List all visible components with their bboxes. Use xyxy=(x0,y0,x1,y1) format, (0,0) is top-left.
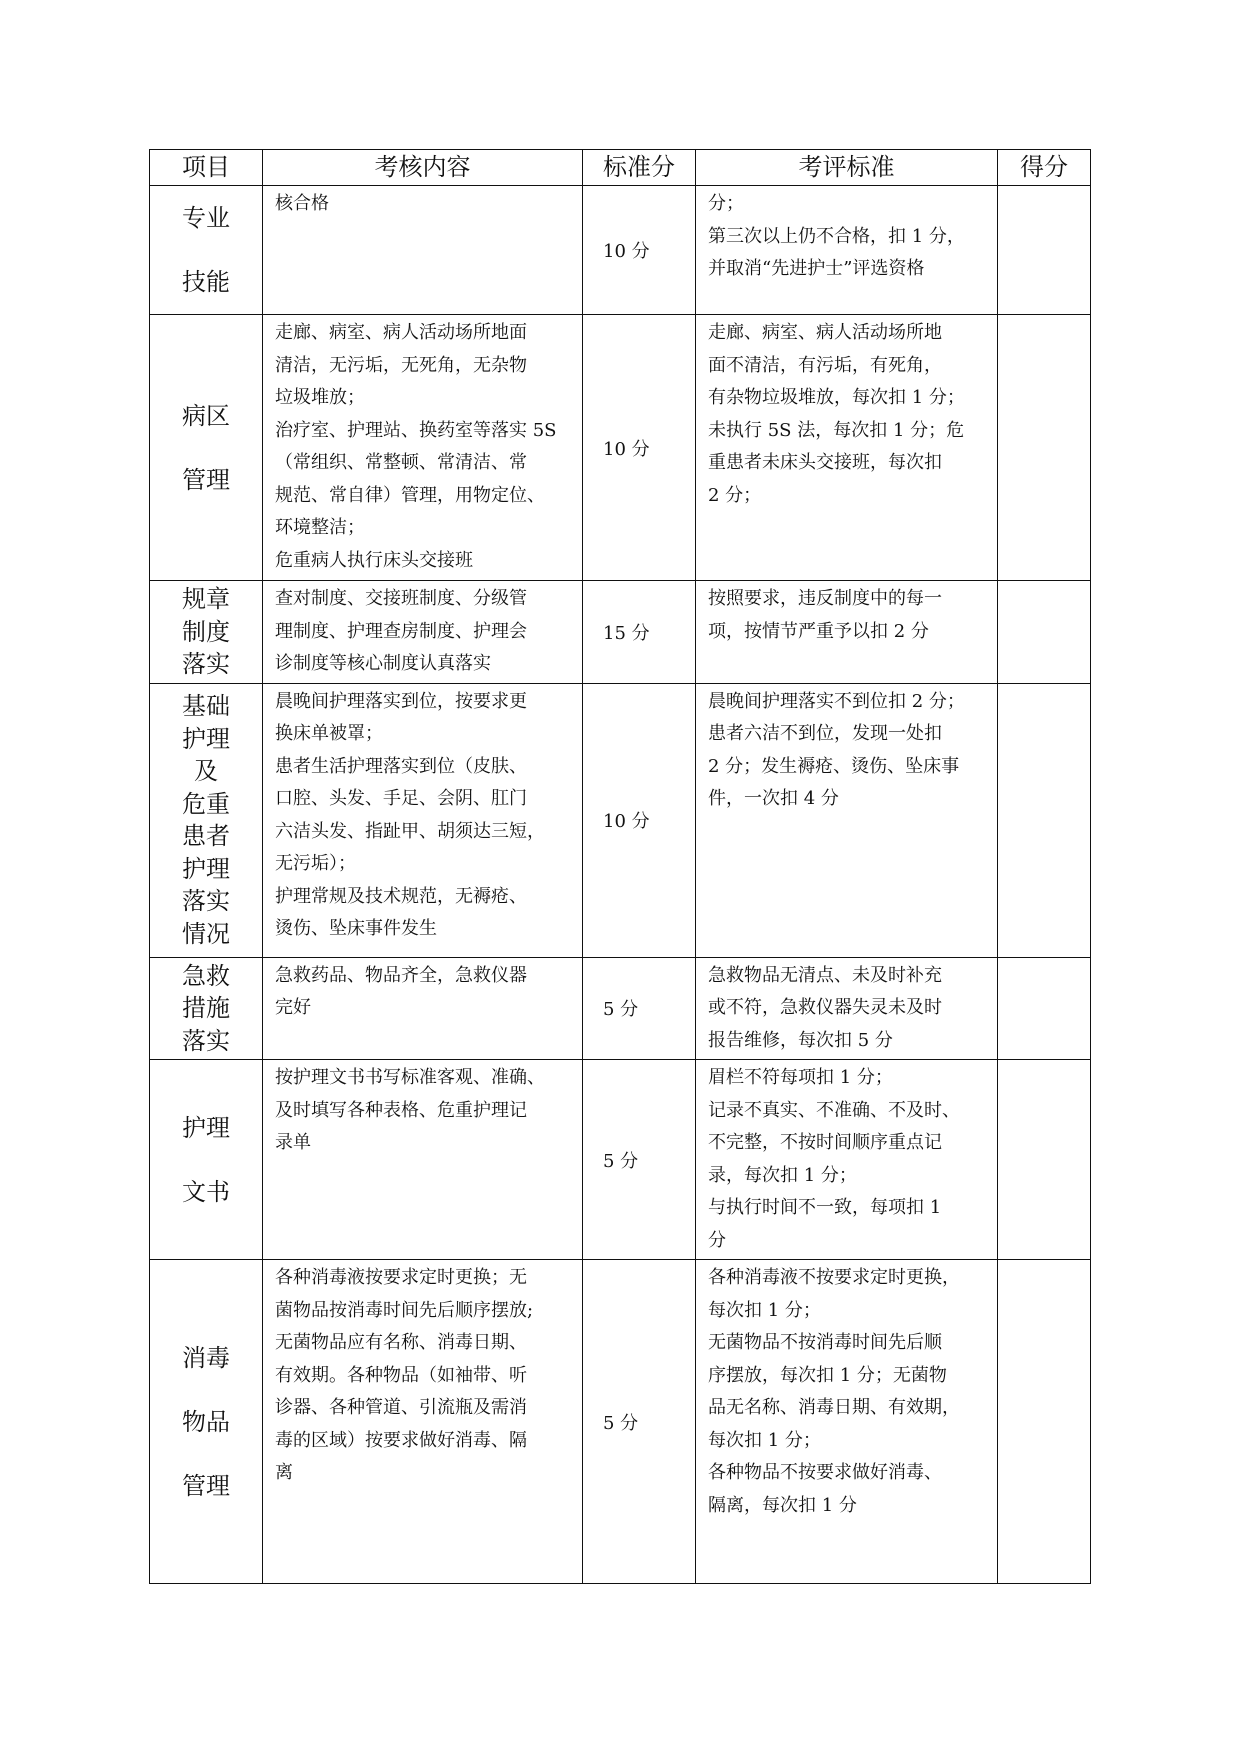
criteria-line: 走廊、病室、病人活动场所地 xyxy=(708,322,942,343)
standard-score-value: 10 分 xyxy=(603,438,650,460)
content-line: 查对制度、交接班制度、分级管 xyxy=(275,588,527,609)
content-line: 菌物品按消毒时间先后顺序摆放; xyxy=(275,1299,534,1321)
table-row xyxy=(150,315,1091,581)
criteria-line: 每次扣 1 分； xyxy=(708,1429,821,1451)
standard-score-cell xyxy=(583,957,696,1060)
criteria-line: 与执行时间不一致，每项扣 1 xyxy=(708,1197,942,1218)
project-label-line: 及 xyxy=(194,757,218,785)
content-cell xyxy=(263,186,583,315)
criteria-line: 2 分；发生褥疮、烫伤、坠床事 xyxy=(708,755,960,777)
project-cell xyxy=(150,315,263,581)
standard-score-cell xyxy=(583,683,696,957)
project-cell xyxy=(150,1060,263,1260)
content-line: 环境整洁； xyxy=(275,517,365,538)
criteria-line: 各种消毒液不按要求定时更换， xyxy=(708,1267,960,1288)
content-line: 无污垢）； xyxy=(275,853,356,874)
criteria-line: 眉栏不符每项扣 1 分； xyxy=(708,1067,893,1088)
project-label-line: 消毒 xyxy=(182,1343,230,1372)
header-standard-score: 标准分 xyxy=(583,150,696,186)
project-label-line: 护理 xyxy=(182,854,230,883)
standard-score-value: 10 分 xyxy=(603,811,650,832)
content-line: 六洁头发、指趾甲、胡须达三短， xyxy=(275,820,545,842)
criteria-cell xyxy=(696,1260,998,1584)
content-cell xyxy=(263,315,583,581)
criteria-cell xyxy=(696,957,998,1060)
points-cell[interactable] xyxy=(998,315,1091,581)
project-label-line: 文书 xyxy=(182,1177,230,1206)
project-cell xyxy=(150,186,263,315)
content-cell xyxy=(263,957,583,1060)
project-label-line: 落实 xyxy=(182,887,230,915)
content-line: 烫伤、坠床事件发生 xyxy=(275,918,437,939)
project-label-line: 技能 xyxy=(182,268,230,296)
header-criteria: 考评标准 xyxy=(696,150,998,186)
criteria-cell xyxy=(696,683,998,957)
content-line: 急救药品、物品齐全，急救仪器 xyxy=(275,964,527,986)
criteria-line: 或不符，急救仪器失灵未及时 xyxy=(708,997,942,1018)
standard-score-cell xyxy=(583,315,696,581)
content-line: 离 xyxy=(275,1462,293,1483)
table-row xyxy=(150,1260,1091,1584)
points-cell[interactable] xyxy=(998,957,1091,1060)
standard-score-cell xyxy=(583,1260,696,1584)
header-points: 得分 xyxy=(998,150,1091,186)
standard-score-value: 10 分 xyxy=(603,241,650,262)
project-label-line: 护理 xyxy=(182,724,230,753)
content-line: 晨晚间护理落实到位，按要求更 xyxy=(275,690,527,712)
table-header-row xyxy=(150,150,1091,186)
content-line: 垃圾堆放； xyxy=(275,387,365,408)
content-line: 规范、常自律）管理，用物定位、 xyxy=(275,484,545,506)
points-cell[interactable] xyxy=(998,683,1091,957)
criteria-line: 第三次以上仍不合格，扣 1 分， xyxy=(708,225,965,247)
criteria-line: 不完整，不按时间顺序重点记 xyxy=(708,1132,942,1153)
project-label-line: 急救 xyxy=(182,961,230,990)
criteria-line: 未执行 5S 法，每次扣 1 分；危 xyxy=(708,419,965,441)
content-line: 走廊、病室、病人活动场所地面 xyxy=(275,322,527,343)
project-label-line: 制度 xyxy=(182,617,230,646)
standard-score-cell xyxy=(583,186,696,315)
content-line: 诊器、各种管道、引流瓶及需消 xyxy=(275,1397,527,1418)
criteria-line: 件，一次扣 4 分 xyxy=(708,788,839,809)
criteria-line: 隔离，每次扣 1 分 xyxy=(708,1494,857,1516)
content-line: 口腔、头发、手足、会阴、肛门 xyxy=(275,788,527,809)
criteria-line: 患者六洁不到位，发现一处扣 xyxy=(708,723,942,744)
project-cell xyxy=(150,957,263,1060)
header-project: 项目 xyxy=(150,150,263,186)
points-cell[interactable] xyxy=(998,1060,1091,1260)
project-cell xyxy=(150,1260,263,1584)
table-row xyxy=(150,1060,1091,1260)
criteria-line: 项，按情节严重予以扣 2 分 xyxy=(708,620,929,642)
content-line: 按护理文书书写标准客观、准确、 xyxy=(275,1067,545,1088)
header-content: 考核内容 xyxy=(263,150,583,186)
project-label-line: 病区 xyxy=(182,401,230,430)
standard-score-cell xyxy=(583,581,696,684)
project-label-line: 护理 xyxy=(182,1113,230,1142)
table-row xyxy=(150,186,1091,315)
table-row xyxy=(150,683,1091,957)
points-cell[interactable] xyxy=(998,581,1091,684)
content-line: 危重病人执行床头交接班 xyxy=(275,549,473,571)
content-cell xyxy=(263,1060,583,1260)
criteria-line: 急救物品无清点、未及时补充 xyxy=(708,964,942,986)
standard-score-cell xyxy=(583,1060,696,1260)
standard-score-value: 5 分 xyxy=(603,1412,639,1434)
content-line: 有效期。各种物品（如袖带、听 xyxy=(275,1364,527,1386)
content-line: 诊制度等核心制度认真落实 xyxy=(275,653,491,674)
content-cell xyxy=(263,1260,583,1584)
content-line: 完好 xyxy=(275,997,311,1018)
project-label-line: 物品 xyxy=(182,1407,230,1436)
criteria-line: 报告维修，每次扣 5 分 xyxy=(708,1029,893,1051)
criteria-line: 2 分； xyxy=(708,484,762,506)
content-line: 各种消毒液按要求定时更换；无 xyxy=(275,1267,527,1288)
project-label-line: 基础 xyxy=(182,692,230,720)
criteria-cell xyxy=(696,186,998,315)
criteria-line: 并取消“先进护士”评选资格 xyxy=(708,258,925,279)
project-label-line: 落实 xyxy=(182,1026,230,1055)
content-line: 毒的区域）按要求做好消毒、隔 xyxy=(275,1429,527,1451)
points-cell[interactable] xyxy=(998,186,1091,315)
content-line: 清洁，无污垢，无死角，无杂物 xyxy=(275,354,527,376)
criteria-cell xyxy=(696,581,998,684)
criteria-line: 品无名称、消毒日期、有效期， xyxy=(708,1397,960,1418)
project-label-line: 管理 xyxy=(182,1471,230,1500)
content-line: 患者生活护理落实到位（皮肤、 xyxy=(275,755,527,777)
project-label-line: 落实 xyxy=(182,650,230,678)
content-line: 无菌物品应有名称、消毒日期、 xyxy=(275,1332,527,1353)
criteria-line: 各种物品不按要求做好消毒、 xyxy=(708,1462,942,1483)
project-label-line: 专业 xyxy=(182,204,230,232)
criteria-cell xyxy=(696,315,998,581)
criteria-line: 面不清洁，有污垢，有死角， xyxy=(708,354,942,376)
project-label-line: 情况 xyxy=(182,919,230,948)
project-cell xyxy=(150,581,263,684)
content-line: 治疗室、护理站、换药室等落实 5S xyxy=(275,419,557,441)
project-label-line: 危重 xyxy=(182,789,230,818)
content-line: 核合格 xyxy=(275,193,329,214)
project-cell xyxy=(150,683,263,957)
project-label-line: 措施 xyxy=(182,994,230,1022)
content-line: 理制度、护理查房制度、护理会 xyxy=(275,620,527,642)
criteria-line: 重患者未床头交接班，每次扣 xyxy=(708,452,942,473)
project-label-line: 患者 xyxy=(182,822,230,850)
criteria-line: 有杂物垃圾堆放，每次扣 1 分； xyxy=(708,387,965,408)
content-line: 录单 xyxy=(275,1132,311,1153)
criteria-line: 每次扣 1 分； xyxy=(708,1299,821,1321)
table-row xyxy=(150,957,1091,1060)
content-line: 及时填写各种表格、危重护理记 xyxy=(275,1099,527,1121)
criteria-line: 无菌物品不按消毒时间先后顺 xyxy=(708,1332,942,1353)
content-line: 换床单被罩； xyxy=(275,723,383,744)
standard-score-value: 5 分 xyxy=(603,1150,639,1172)
criteria-line: 分 xyxy=(708,1229,726,1251)
project-label-line: 规章 xyxy=(182,585,230,613)
content-cell xyxy=(263,581,583,684)
criteria-line: 记录不真实、不准确、不及时、 xyxy=(708,1099,960,1121)
criteria-line: 晨晚间护理落实不到位扣 2 分； xyxy=(708,690,965,712)
criteria-line: 按照要求，违反制度中的每一 xyxy=(708,588,942,609)
project-label-line: 管理 xyxy=(182,465,230,494)
criteria-line: 序摆放，每次扣 1 分；无菌物 xyxy=(708,1364,947,1386)
standard-score-value: 15 分 xyxy=(603,622,650,644)
criteria-cell xyxy=(696,1060,998,1260)
content-line: 护理常规及技术规范，无褥疮、 xyxy=(275,885,527,907)
assessment-table xyxy=(149,149,1091,1584)
criteria-line: 分； xyxy=(708,193,744,214)
content-cell xyxy=(263,683,583,957)
table-row xyxy=(150,581,1091,684)
content-line: （常组织、常整顿、常清洁、常 xyxy=(275,452,527,473)
points-cell[interactable] xyxy=(998,1260,1091,1584)
criteria-line: 录，每次扣 1 分； xyxy=(708,1164,857,1186)
standard-score-value: 5 分 xyxy=(603,999,639,1021)
